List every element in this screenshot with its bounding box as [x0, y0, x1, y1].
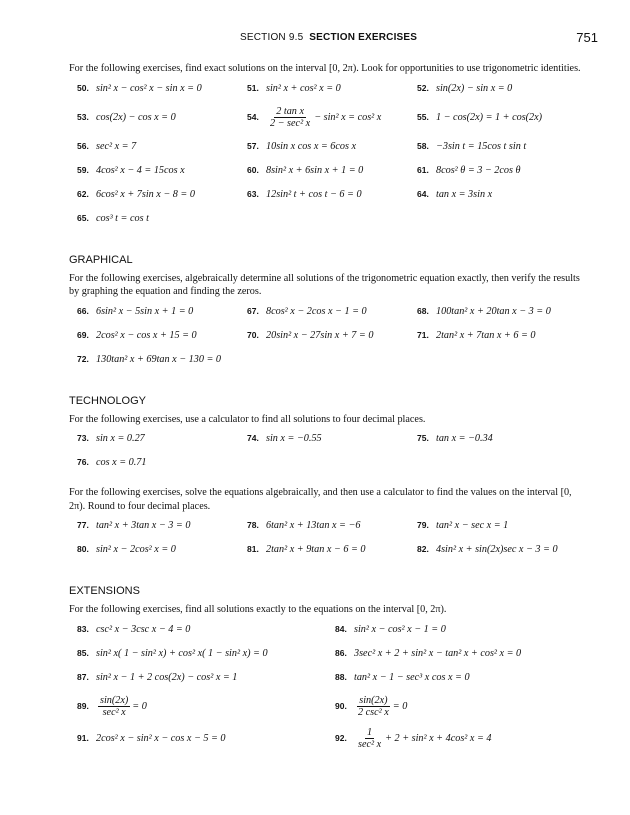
exercise-77: 77. tan² x + 3tan x − 3 = 0	[77, 520, 191, 531]
exercise-72: 72. 130tan² x + 69tan x − 130 = 0	[77, 353, 221, 365]
exercise-68: 68. 100tan² x + 20tan x − 3 = 0	[417, 305, 551, 317]
exercise-78: 78. 6tan² x + 13tan x = −6	[247, 520, 361, 531]
exercise-83: 83. csc² x − 3csc x − 4 = 0	[77, 623, 191, 635]
exercise-71: 71. 2tan² x + 7tan x + 6 = 0	[417, 329, 536, 341]
technology-intro-2: For the following exercises, solve the equations algebraically, and then use a calculator to find the values on the interval [0, 2π). Round to four decimal places.	[69, 487, 572, 512]
heading-graphical: GRAPHICAL	[69, 253, 133, 266]
exercise-56: 56. sec² x = 7	[77, 140, 137, 152]
exercise-90: 90. $\frac{\sin(2x)}{\text{2 csc² x}}$ = 0	[335, 694, 408, 718]
exercise-67: 67. 8cos² x − 2cos x − 1 = 0	[247, 305, 367, 317]
exercise-81: 81. 2tan² x + 9tan x − 6 = 0	[247, 544, 366, 555]
exercise-85: 85. sin² x( 1 − sin² x) + cos² x( 1 − sin² x) = 0	[77, 647, 268, 659]
exercise-63: 63. 12sin² t + cos t − 6 = 0	[247, 188, 362, 200]
exercise-57: 57. 10sin x cos x = 6cos x	[247, 140, 357, 152]
exercise-86: 86. 3sec² x + 2 + sin² x − tan² x + cos² x = 0	[335, 647, 522, 659]
heading-extensions: EXTENSIONS	[69, 585, 140, 597]
fraction: $\frac{\text{2 tan x}}{\text{2 − sec² x}}$	[270, 105, 311, 129]
exercise-66: 66. 6sin² x − 5sin x + 1 = 0	[77, 305, 194, 317]
exercise-75: 75. tan x = −0.34	[417, 433, 493, 444]
exercise-70: 70. 20sin² x − 27sin x + 7 = 0	[247, 329, 374, 341]
heading-technology: TECHNOLOGY	[69, 394, 147, 407]
exercise-58: 58. −3sin t = 15cos t sin t	[417, 140, 527, 152]
graphical-intro: For the following exercises, algebraically determine all solutions of the trigonometric equation exactly, then verify the results by graphing the equation and finding the zeros.	[69, 272, 580, 297]
exercise-59: 59. 4cos² x − 4 = 15cos x	[77, 164, 185, 176]
exercise-grid-technology-1	[69, 432, 589, 480]
exercise-74: 74. sin x = −0.55	[247, 433, 322, 444]
exercise-69: 69. 2cos² x − cos x + 15 = 0	[77, 329, 197, 341]
exercise-grid-graphical	[69, 305, 589, 377]
technology-intro-1: For the following exercises, use a calculator to find all solutions to four decimal places.	[69, 413, 426, 425]
exercise-65: 65. cos³ t = cos t	[77, 212, 149, 224]
page-header	[0, 30, 630, 50]
exercise-50: 50. sin² x − cos² x − sin x = 0	[77, 82, 202, 94]
exercise-54: 54. $\frac{\text{2 tan x}}{\text{2 − sec² x}}$ − sin² x = cos² x	[247, 105, 382, 129]
exercise-grid-trig	[69, 82, 589, 236]
exercise-73: 73. sin x = 0.27	[77, 433, 145, 444]
extensions-intro: For the following exercises, find all solutions exactly to the equations on the interval [0, 2π).	[69, 604, 447, 615]
exercise-51: 51. sin² x + cos² x = 0	[247, 82, 341, 94]
exercise-89: 89. $\frac{\sin(2x)}{\text{sec² x}}$ = 0	[77, 694, 147, 718]
exercise-82: 82. 4sin² x + sin(2x)sec x − 3 = 0	[417, 544, 558, 555]
exercise-52: 52. sin(2x) − sin x = 0	[417, 82, 513, 94]
section-label: SECTION 9.5 SECTION EXERCISES	[240, 32, 418, 43]
exercise-grid-technology-2	[69, 519, 589, 567]
intro-text: For the following exercises, find exact solutions on the interval [0, 2π). Look for opportunities to use trigonometric identities.	[69, 63, 581, 74]
exercise-91: 91. 2cos² x − sin² x − cos x − 5 = 0	[77, 732, 226, 744]
fraction: $\frac{1}{\text{sec² x}}$	[358, 726, 382, 750]
exercise-55: 55. 1 − cos(2x) = 1 + cos(2x)	[417, 111, 543, 123]
exercise-92: 92. $\frac{1}{\text{sec² x}}$ + 2 + sin² x + 4cos² x = 4	[335, 726, 492, 750]
exercise-76: 76. cos x = 0.71	[77, 457, 147, 468]
fraction: $\frac{\sin(2x)}{\text{sec² x}}$	[100, 694, 129, 718]
exercise-79: 79. tan² x − sec x = 1	[417, 520, 509, 531]
exercise-87: 87. sin² x − 1 + 2 cos(2x) − cos² x = 1	[77, 671, 238, 683]
exercise-64: 64. tan x = 3sin x	[417, 188, 493, 200]
page-number: 751	[576, 30, 598, 45]
exercise-53: 53. cos(2x) − cos x = 0	[77, 111, 176, 123]
exercise-88: 88. tan² x − 1 − sec³ x cos x = 0	[335, 671, 470, 683]
exercise-61: 61. 8cos² θ = 3 − 2cos θ	[417, 164, 521, 176]
exercise-62: 62. 6cos² x + 7sin x − 8 = 0	[77, 188, 195, 200]
exercise-grid-extensions	[69, 623, 589, 759]
exercise-60: 60. 8sin² x + 6sin x + 1 = 0	[247, 164, 364, 176]
exercise-80: 80. sin² x − 2cos² x = 0	[77, 544, 176, 555]
fraction: $\frac{\sin(2x)}{\text{2 csc² x}}$	[358, 694, 389, 718]
exercise-84: 84. sin² x − cos² x − 1 = 0	[335, 623, 446, 635]
page-content	[69, 62, 589, 765]
